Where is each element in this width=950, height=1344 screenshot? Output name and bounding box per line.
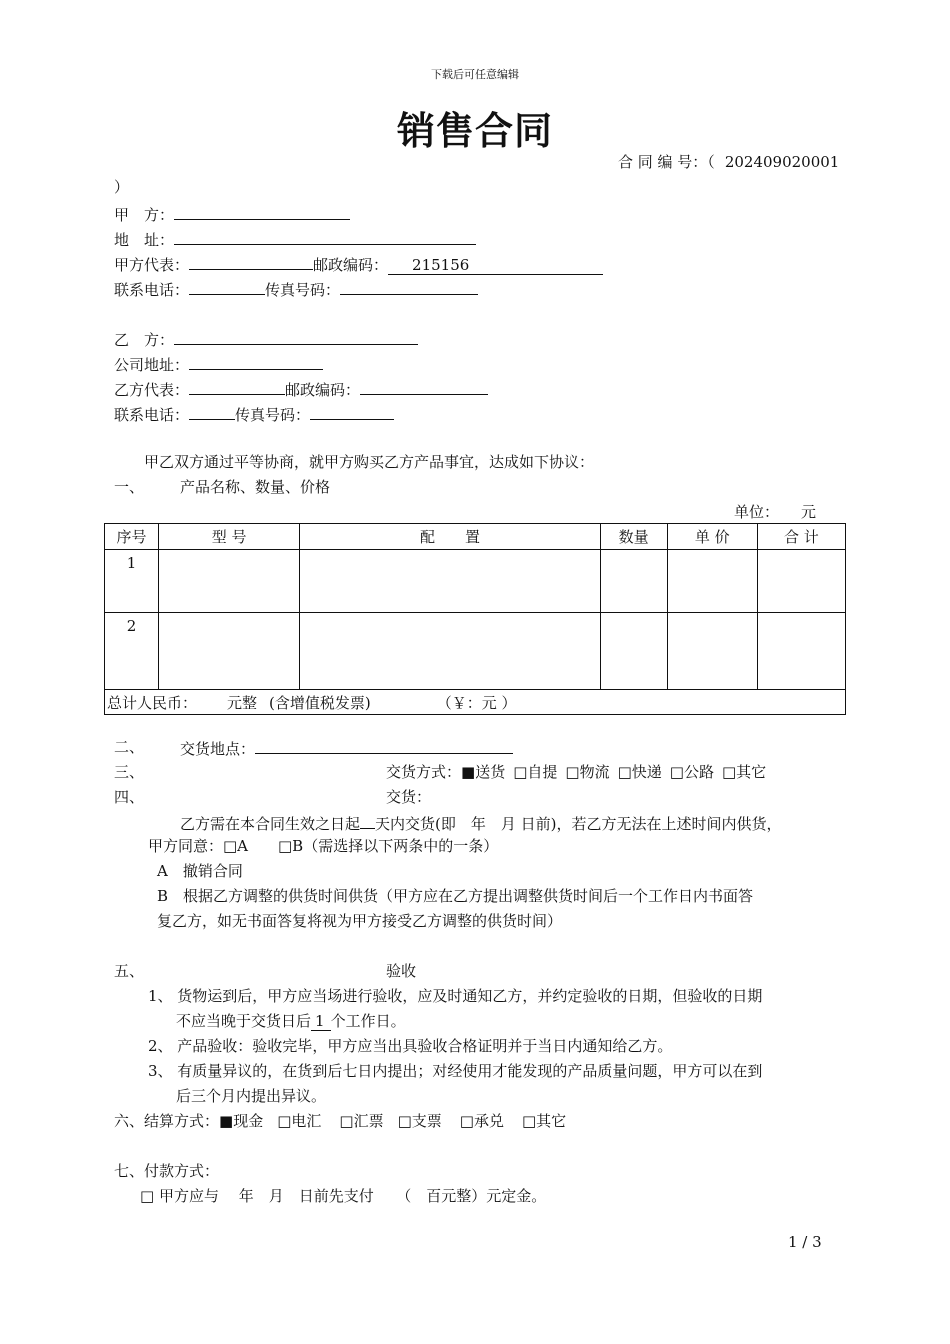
section-4-p1 <box>180 812 782 834</box>
party-b-address-field[interactable] <box>189 353 323 370</box>
acceptance-item-3-cont: 后三个月内提出异议。 <box>176 1087 327 1105</box>
party-b-phone-row <box>114 403 394 425</box>
section-4-p1-a: 乙方需在本合同生效之日起 <box>180 815 361 833</box>
party-b-postal-field[interactable] <box>360 378 488 395</box>
table-header-row <box>105 524 846 550</box>
party-b-name-label: 乙 方： <box>114 331 175 349</box>
col-header-config: 配 置 <box>300 524 600 550</box>
acceptance-item-2: 2、 产品验收：验收完毕，甲方应当出具验收合格证明并于当日内通知给乙方。 <box>148 1037 673 1055</box>
settlement-option-other[interactable]: □其它 <box>521 1112 567 1130</box>
delivery-option-express[interactable]: □快递 <box>617 763 662 781</box>
product-table <box>104 523 846 715</box>
party-a-fax-label: 传真号码： <box>265 281 341 299</box>
party-a-name-label: 甲 方： <box>114 206 175 224</box>
acceptance-item-1-end: 个工作日。 <box>330 1012 406 1030</box>
table-total-row <box>105 690 846 715</box>
party-a-phone-label: 联系电话： <box>114 281 190 299</box>
party-a-address-label: 地 址： <box>114 231 175 249</box>
option-b-text-1: B 根据乙方调整的供货时间供货（甲方应在乙方提出调整供货时间后一个工作日内书面答 <box>157 887 754 905</box>
party-a-postal-value: 215156 <box>412 256 470 274</box>
delivery-option-other[interactable]: □其它 <box>721 763 767 781</box>
cell-config[interactable] <box>300 613 600 690</box>
col-header-model: 型 号 <box>159 524 300 550</box>
contract-no-value: 202409020001 <box>724 153 840 171</box>
unit-line <box>734 502 816 522</box>
total-yuan: 元整 <box>227 693 258 712</box>
delivery-option-send[interactable]: ■送货 <box>461 763 506 781</box>
party-b-fax-field[interactable] <box>310 403 394 420</box>
party-a-address-field[interactable] <box>174 228 476 245</box>
cell-price[interactable] <box>667 613 757 690</box>
party-b-address-label: 公司地址： <box>114 356 190 374</box>
section-3-num: 三、 <box>114 763 145 781</box>
total-label: 总计人民币： <box>107 693 198 712</box>
section-1-num: 一、 <box>114 478 145 496</box>
cell-qty[interactable] <box>600 550 667 613</box>
delivery-option-logistics[interactable]: □物流 <box>565 763 610 781</box>
section-5-num: 五、 <box>114 962 145 980</box>
party-a-rep-row <box>114 253 603 275</box>
delivery-place-label: 交货地点： <box>180 740 256 758</box>
section-2-num: 二、 <box>114 738 145 756</box>
delivery-method-label: 交货方式： <box>386 763 462 781</box>
party-a-postal-label: 邮政编码： <box>313 256 389 274</box>
settlement-option-wire[interactable]: □电汇 <box>277 1112 322 1130</box>
page-title: 销售合同 <box>396 109 553 153</box>
contract-no-close: ） <box>114 178 130 196</box>
cell-total[interactable] <box>757 613 845 690</box>
acceptance-item-1-cont <box>176 1011 406 1031</box>
delivery-method-row <box>386 762 766 782</box>
settlement-option-cash[interactable]: ■现金 <box>219 1112 264 1130</box>
party-b-name-row <box>114 328 418 350</box>
settlement-label: 六、结算方式： <box>114 1112 220 1130</box>
option-a-text: A 撤销合同 <box>157 862 243 880</box>
party-a-name-row <box>114 203 350 225</box>
party-b-fax-label: 传真号码： <box>235 406 311 424</box>
cell-config[interactable] <box>300 550 600 613</box>
party-b-rep-field[interactable] <box>189 378 285 395</box>
unit-value: 元 <box>801 503 817 521</box>
party-a-name-field[interactable] <box>174 203 350 220</box>
party-a-phone-field[interactable] <box>189 278 265 295</box>
total-cell[interactable] <box>105 690 846 715</box>
cell-model[interactable] <box>159 550 300 613</box>
delivery-option-road[interactable]: □公路 <box>669 763 714 781</box>
settlement-row <box>114 1111 566 1131</box>
page-number: 1 / 3 <box>788 1233 822 1251</box>
payment-label: 七、付款方式： <box>114 1162 220 1180</box>
header-note: 下载后可任意编辑 <box>431 68 519 81</box>
cell-qty[interactable] <box>600 613 667 690</box>
party-a-address-row <box>114 228 476 250</box>
table-row <box>105 550 846 613</box>
delivery-place-field[interactable] <box>255 737 513 754</box>
payment-deposit-line[interactable]: □ 甲方应与 年 月 日前先支付 （ 百元整）元定金。 <box>140 1187 547 1205</box>
col-header-index: 序号 <box>105 524 159 550</box>
section-4-p1-b: 天内交货(即 年 月 日前)，若乙方无法在上述时间内供货， <box>375 815 782 833</box>
section-5-title: 验收 <box>386 962 417 980</box>
acceptance-days-field[interactable] <box>311 1012 331 1031</box>
section-4-title: 交货： <box>386 788 432 806</box>
intro-text: 甲乙双方通过平等协商，就甲方购买乙方产品事宜，达成如下协议： <box>144 453 595 471</box>
section-4-num: 四、 <box>114 788 145 806</box>
party-a-rep-field[interactable] <box>189 253 313 270</box>
party-a-phone-row <box>114 278 478 300</box>
party-a-fax-field[interactable] <box>340 278 478 295</box>
option-b-text-2: 复乙方，如无书面答复将视为甲方接受乙方调整的供货时间） <box>157 912 563 930</box>
party-b-phone-label: 联系电话： <box>114 406 190 424</box>
contract-no-label: 合 同 编 号：（ <box>618 153 715 171</box>
party-a-rep-label: 甲方代表： <box>114 256 190 274</box>
party-b-name-field[interactable] <box>174 328 418 345</box>
row-index: 2 <box>105 613 159 690</box>
settlement-option-check[interactable]: □支票 <box>397 1112 442 1130</box>
col-header-qty: 数量 <box>600 524 667 550</box>
acceptance-item-1: 1、 货物运到后，甲方应当场进行验收，应及时通知乙方，并约定验收的日期，但验收的日期 <box>148 987 763 1005</box>
acceptance-item-1-text: 不应当晚于交货日后 <box>176 1012 312 1030</box>
total-tax: (含增值税发票) <box>269 693 371 712</box>
acceptance-days-value: 1 <box>315 1012 325 1030</box>
total-amount: （￥：元 ） <box>436 693 517 712</box>
party-b-rep-label: 乙方代表： <box>114 381 190 399</box>
cell-model[interactable] <box>159 613 300 690</box>
party-b-rep-row <box>114 378 488 400</box>
row-index: 1 <box>105 550 159 613</box>
settlement-option-acceptance[interactable]: □承兑 <box>459 1112 504 1130</box>
section-1-title: 产品名称、数量、价格 <box>180 478 331 496</box>
table-row <box>105 613 846 690</box>
section-2-row <box>180 737 513 759</box>
cell-total[interactable] <box>757 550 845 613</box>
contract-no-line <box>618 152 839 172</box>
col-header-price: 单 价 <box>667 524 757 550</box>
cell-price[interactable] <box>667 550 757 613</box>
delivery-option-pickup[interactable]: □自提 <box>513 763 558 781</box>
delivery-days-field[interactable] <box>360 812 375 829</box>
acceptance-item-3: 3、 有质量异议的，在货到后七日内提出；对经使用才能发现的产品质量问题，甲方可以在到 <box>148 1062 763 1080</box>
settlement-option-draft[interactable]: □汇票 <box>339 1112 384 1130</box>
party-b-phone-field[interactable] <box>189 403 235 420</box>
unit-label: 单位： <box>734 503 780 521</box>
party-b-postal-label: 邮政编码： <box>285 381 361 399</box>
section-4-p2[interactable]: 甲方同意：□A □B（需选择以下两条中的一条） <box>148 837 499 855</box>
party-b-address-row <box>114 353 323 375</box>
party-a-postal-field[interactable] <box>388 256 603 275</box>
col-header-total: 合 计 <box>757 524 845 550</box>
